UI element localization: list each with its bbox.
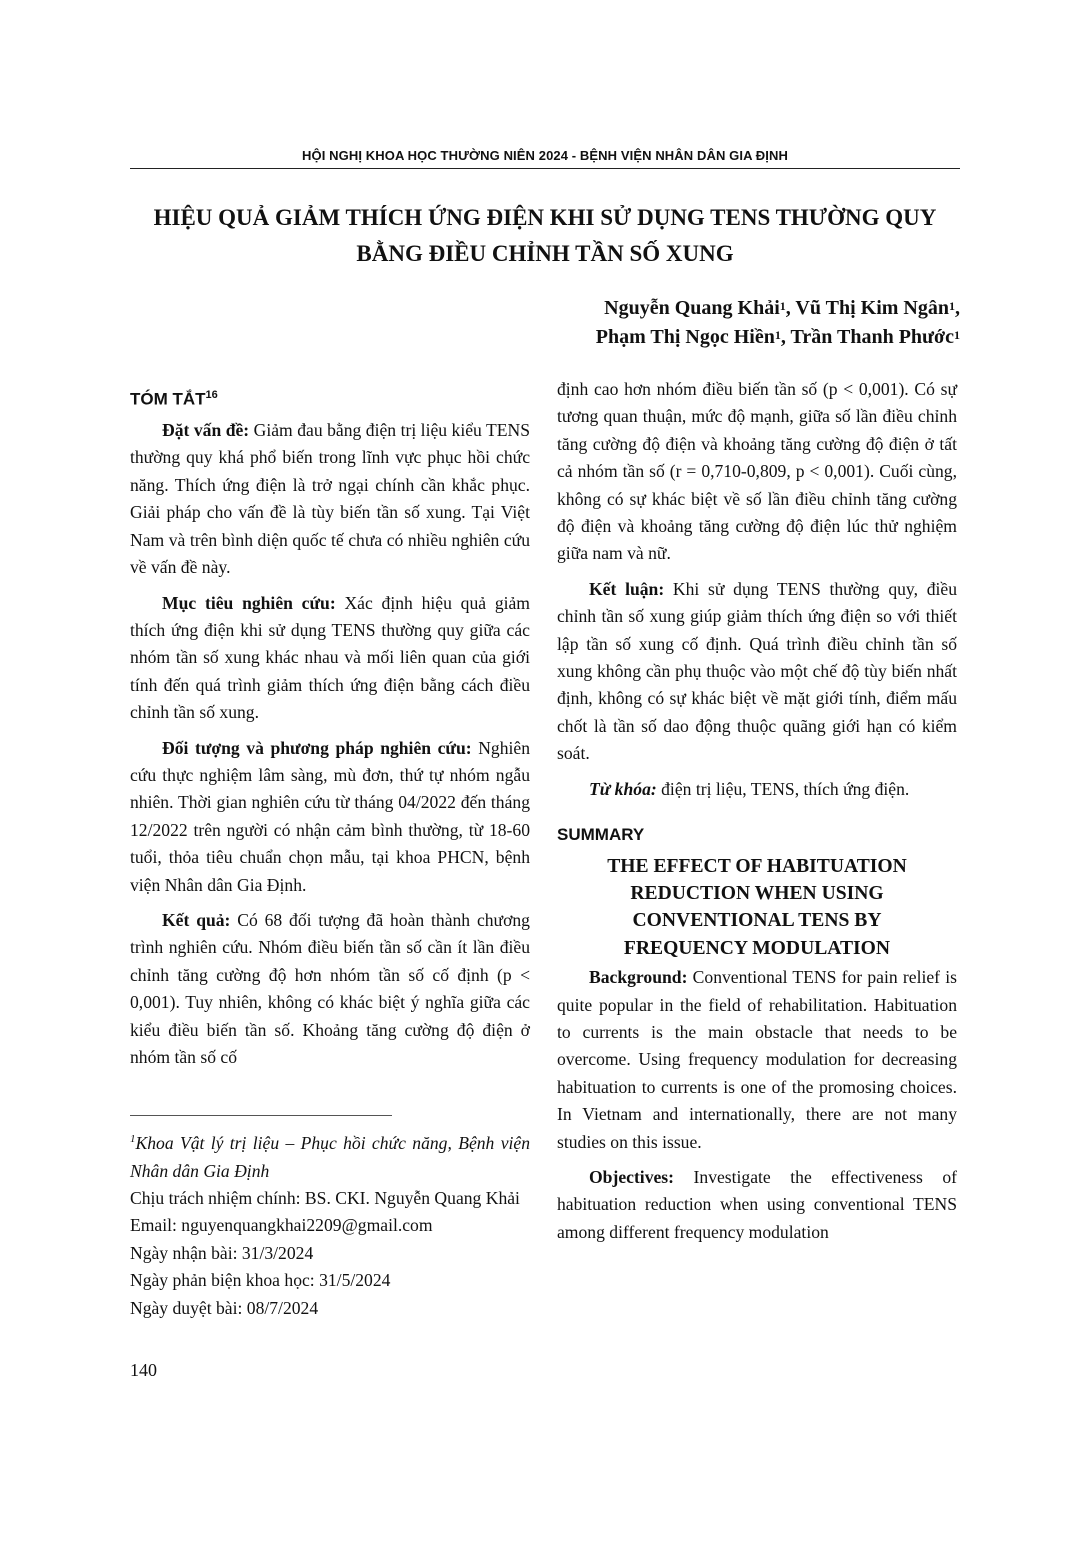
footnote-responsible: Chịu trách nhiệm chính: BS. CKI. Nguyễn Quang Khải — [130, 1188, 520, 1209]
running-header: HỘI NGHỊ KHOA HỌC THƯỜNG NIÊN 2024 - BỆNH VIỆN NHÂN DÂN GIA ĐỊNH — [302, 148, 788, 163]
authors-line-1 — [596, 294, 960, 323]
author-separator: , — [955, 297, 960, 319]
footnote-email: Email: nguyenquangkhai2209@gmail.com — [130, 1215, 433, 1236]
abstract-vi-background: Đặt vấn đề: Giảm đau bằng điện trị liệu kiểu TENS thường quy khá phổ biến trong lĩnh vực phục hồi chức năng. Thích ứng điện là trở ngại chính cần khắc phục. Giải pháp cho vấn đề là tùy biến tần số xung. Tại Việt Nam và trên bình diện quốc tế chưa có nhiều nghiên cứu về vấn đề này. — [130, 420, 530, 578]
abstract-en-title — [557, 853, 957, 963]
en-title-line: CONVENTIONAL TENS BY — [632, 910, 882, 932]
abstract-en-objectives: Objectives: Investigate the effectiveness of habituation reduction when using conventional TENS among different frequency modulation — [557, 1166, 957, 1242]
footnote — [130, 1126, 530, 1322]
en-title-line: REDUCTION WHEN USING — [630, 882, 884, 904]
title-line-2: BẰNG ĐIỀU CHỈNH TẦN SỐ XUNG — [356, 241, 734, 266]
left-column — [130, 376, 530, 1322]
abstract-vi-keywords: Từ khóa: điện trị liệu, TENS, thích ứng điện. — [589, 778, 910, 799]
header-rule — [130, 168, 960, 169]
author-name: Nguyễn Quang Khải — [604, 297, 780, 319]
abstract-vi-results-continued: định cao hơn nhóm điều biến tần số (p < 0,001). Có sự tương quan thuận, mức độ mạnh, giữa số lần điều chỉnh tăng cường độ điện và khoảng tăng cường độ điện ở tất cả nhóm tần số (r = 0,710-0,809, p < 0,001). Cuối cùng, không có sự khác biệt về số lần điều chỉnh tăng cường độ điện và khoảng tăng cường độ điện lúc thử nghiệm giữa nam và nữ. — [557, 379, 957, 564]
right-column — [557, 376, 957, 1254]
abstract-en-heading: SUMMARY — [557, 825, 645, 845]
abstract-en-background: Background: Conventional TENS for pain relief is quite popular in the field of rehabilitation. Habituation to currents is the main obstacle that needs to be overcome. Using frequency modulation for decreasing habituation to currents is one of the promosing choices. In Vietnam and internationally, there are not many studies on this issue. — [557, 967, 957, 1152]
author-name: Phạm Thị Ngọc Hiền — [595, 326, 775, 348]
page-number: 140 — [130, 1360, 157, 1380]
heading-footnote-mark: 16 — [205, 389, 218, 401]
abstract-vi-heading: TÓM TẮT$^{16}$ — [130, 389, 218, 409]
author-separator: , — [780, 326, 791, 348]
article-title — [130, 200, 960, 272]
en-title-line: FREQUENCY MODULATION — [623, 937, 891, 959]
title-line-1: HIỆU QUẢ GIẢM THÍCH ỨNG ĐIỆN KHI SỬ DỤNG TENS THƯỜNG QUY — [153, 205, 937, 230]
en-title-line: THE EFFECT OF HABITUATION — [607, 855, 907, 877]
author-affiliation-mark: 1 — [774, 328, 781, 342]
author-affiliation-mark: 1 — [779, 299, 786, 313]
abstract-vi-results: Kết quả: Có 68 đối tượng đã hoàn thành chương trình nghiên cứu. Nhóm điều biến tần số cần ít lần điều chỉnh tăng cường độ hơn nhóm tần số cố định (p < 0,001). Tuy nhiên, không có khác biệt ý nghĩa giữa các kiểu điều biến tần số. Khoảng tăng cường độ điện ở nhóm tần số cố — [130, 909, 530, 1067]
author-affiliation-mark: 1 — [949, 299, 955, 313]
author-separator: , — [785, 297, 796, 319]
abstract-vi-objectives: Mục tiêu nghiên cứu: Xác định hiệu quả giảm thích ứng điện khi sử dụng TENS thường quy giữa các nhóm tần số xung khác nhau và mối liên quan của giới tính đến quá trình giảm thích ứng điện bằng cách điều chỉnh tần số xung. — [130, 592, 530, 723]
author-affiliation-mark: 1 — [954, 328, 960, 342]
footnote-rule — [130, 1115, 392, 1116]
author-name: Vũ Thị Kim Ngân — [795, 297, 949, 319]
author-name: Trần Thanh Phước — [790, 326, 954, 348]
authors — [596, 294, 960, 352]
footnote-reviewed: Ngày phản biện khoa học: 31/5/2024 — [130, 1270, 391, 1291]
abstract-vi-methods: Đối tượng và phương pháp nghiên cứu: Nghiên cứu thực nghiệm lâm sàng, mù đơn, thứ tự nhóm ngẫu nhiên. Thời gian nghiên cứu từ tháng 04/2022 đến tháng 12/2022 trên người có nhận cảm bình thường, từ 18-60 tuổi, thỏa tiêu chuẩn chọn mẫu, tại khoa PHCN, bệnh viện Nhân dân Gia Định. — [130, 737, 530, 895]
footnote-affiliation: $^1$Khoa Vật lý trị liệu – Phục hồi chức năng, Bệnh viện Nhân dân Gia Định — [130, 1133, 530, 1181]
footnote-received: Ngày nhận bài: 31/3/2024 — [130, 1242, 314, 1263]
footnote-accepted: Ngày duyệt bài: 08/7/2024 — [130, 1297, 319, 1318]
authors-line-2 — [596, 323, 960, 352]
abstract-vi-conclusion: Kết luận: Khi sử dụng TENS thường quy, điều chỉnh tần số xung giúp giảm thích ứng điện so với thiết lập tần số xung cố định. Quá trình điều chỉnh tần số xung không cần phụ thuộc vào một chế độ tùy biến nhất định, không có sự khác biệt về mặt giới tính, điểm mấu chốt là tần số dao động thuộc quãng giới hạn có kiểm soát. — [557, 578, 957, 764]
